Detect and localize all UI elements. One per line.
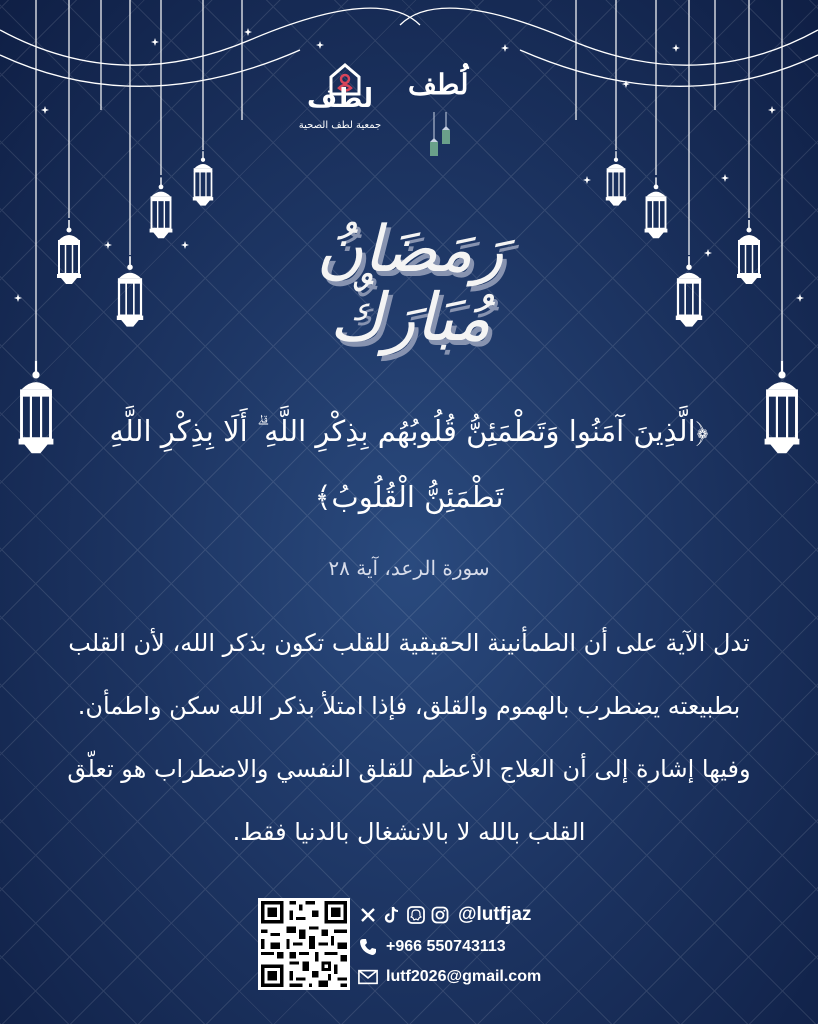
x-icon[interactable] (358, 905, 378, 925)
association-logo-caption: جمعية لطف الصحية (298, 120, 382, 131)
explanation-line-1: تدل الآية على أن الطمأنينة الحقيقية للقلب تكون بذكر الله، لأن القلب (68, 629, 750, 657)
contact-footer (258, 898, 578, 994)
explanation-line-3: وفيها إشارة إلى أن العلاج الأعظم للقلق النفسي والاضطراب هو تعلّق (67, 755, 751, 783)
explanation-line-2: بطبيعته يضطرب بالهموم والقلق، فإذا امتلأ بذكر الله سكن واطمأن. (77, 692, 741, 720)
phone-number[interactable]: +966 550743113 (386, 938, 506, 955)
email-row (358, 964, 541, 990)
small-lanterns-icon (426, 112, 456, 168)
lantern-icon (57, 220, 81, 284)
lantern-icon (676, 256, 702, 326)
lantern-icon (645, 177, 668, 238)
logos (0, 60, 818, 170)
quran-verse (40, 398, 778, 530)
explanation-line-4: القلب بالله لا بالانشغال بالدنيا فقط. (232, 818, 586, 846)
ramadan-title (230, 212, 590, 372)
title-line-1: رَمَضَانُ (316, 213, 504, 287)
phone-icon (358, 937, 378, 957)
social-handle[interactable]: @lutfjaz (458, 904, 532, 925)
verse-line-1: ﴿الَّذِينَ آمَنُوا وَتَطْمَئِنُّ قُلُوبُهُم بِذِكْرِ اللَّهِ ۗ أَلَا بِذِكْرِ اللَّهِ (109, 414, 709, 448)
explanation-text (30, 612, 788, 864)
tiktok-icon[interactable] (382, 905, 402, 925)
qr-code[interactable] (258, 898, 350, 990)
mail-icon (358, 967, 378, 987)
title-line-2: مُبَارَكٌ (329, 279, 491, 356)
brand-logo (408, 68, 468, 168)
verse-reference: سورة الرعد، آية ٢٨ (328, 556, 490, 580)
snapchat-icon[interactable] (406, 905, 426, 925)
email-address[interactable]: lutf2026@gmail.com (386, 968, 542, 985)
phone-row (358, 934, 506, 960)
lantern-icon (737, 220, 761, 284)
instagram-icon[interactable] (430, 905, 450, 925)
association-logo-mark: لطف (306, 84, 374, 114)
social-row (358, 902, 531, 928)
brand-logo-mark: لُطف (408, 68, 469, 101)
lantern-icon (150, 177, 173, 238)
verse-line-2: تَطْمَئِنُّ الْقُلُوبُ﴾ (314, 480, 504, 514)
lantern-icon (117, 256, 143, 326)
association-logo (290, 60, 390, 140)
